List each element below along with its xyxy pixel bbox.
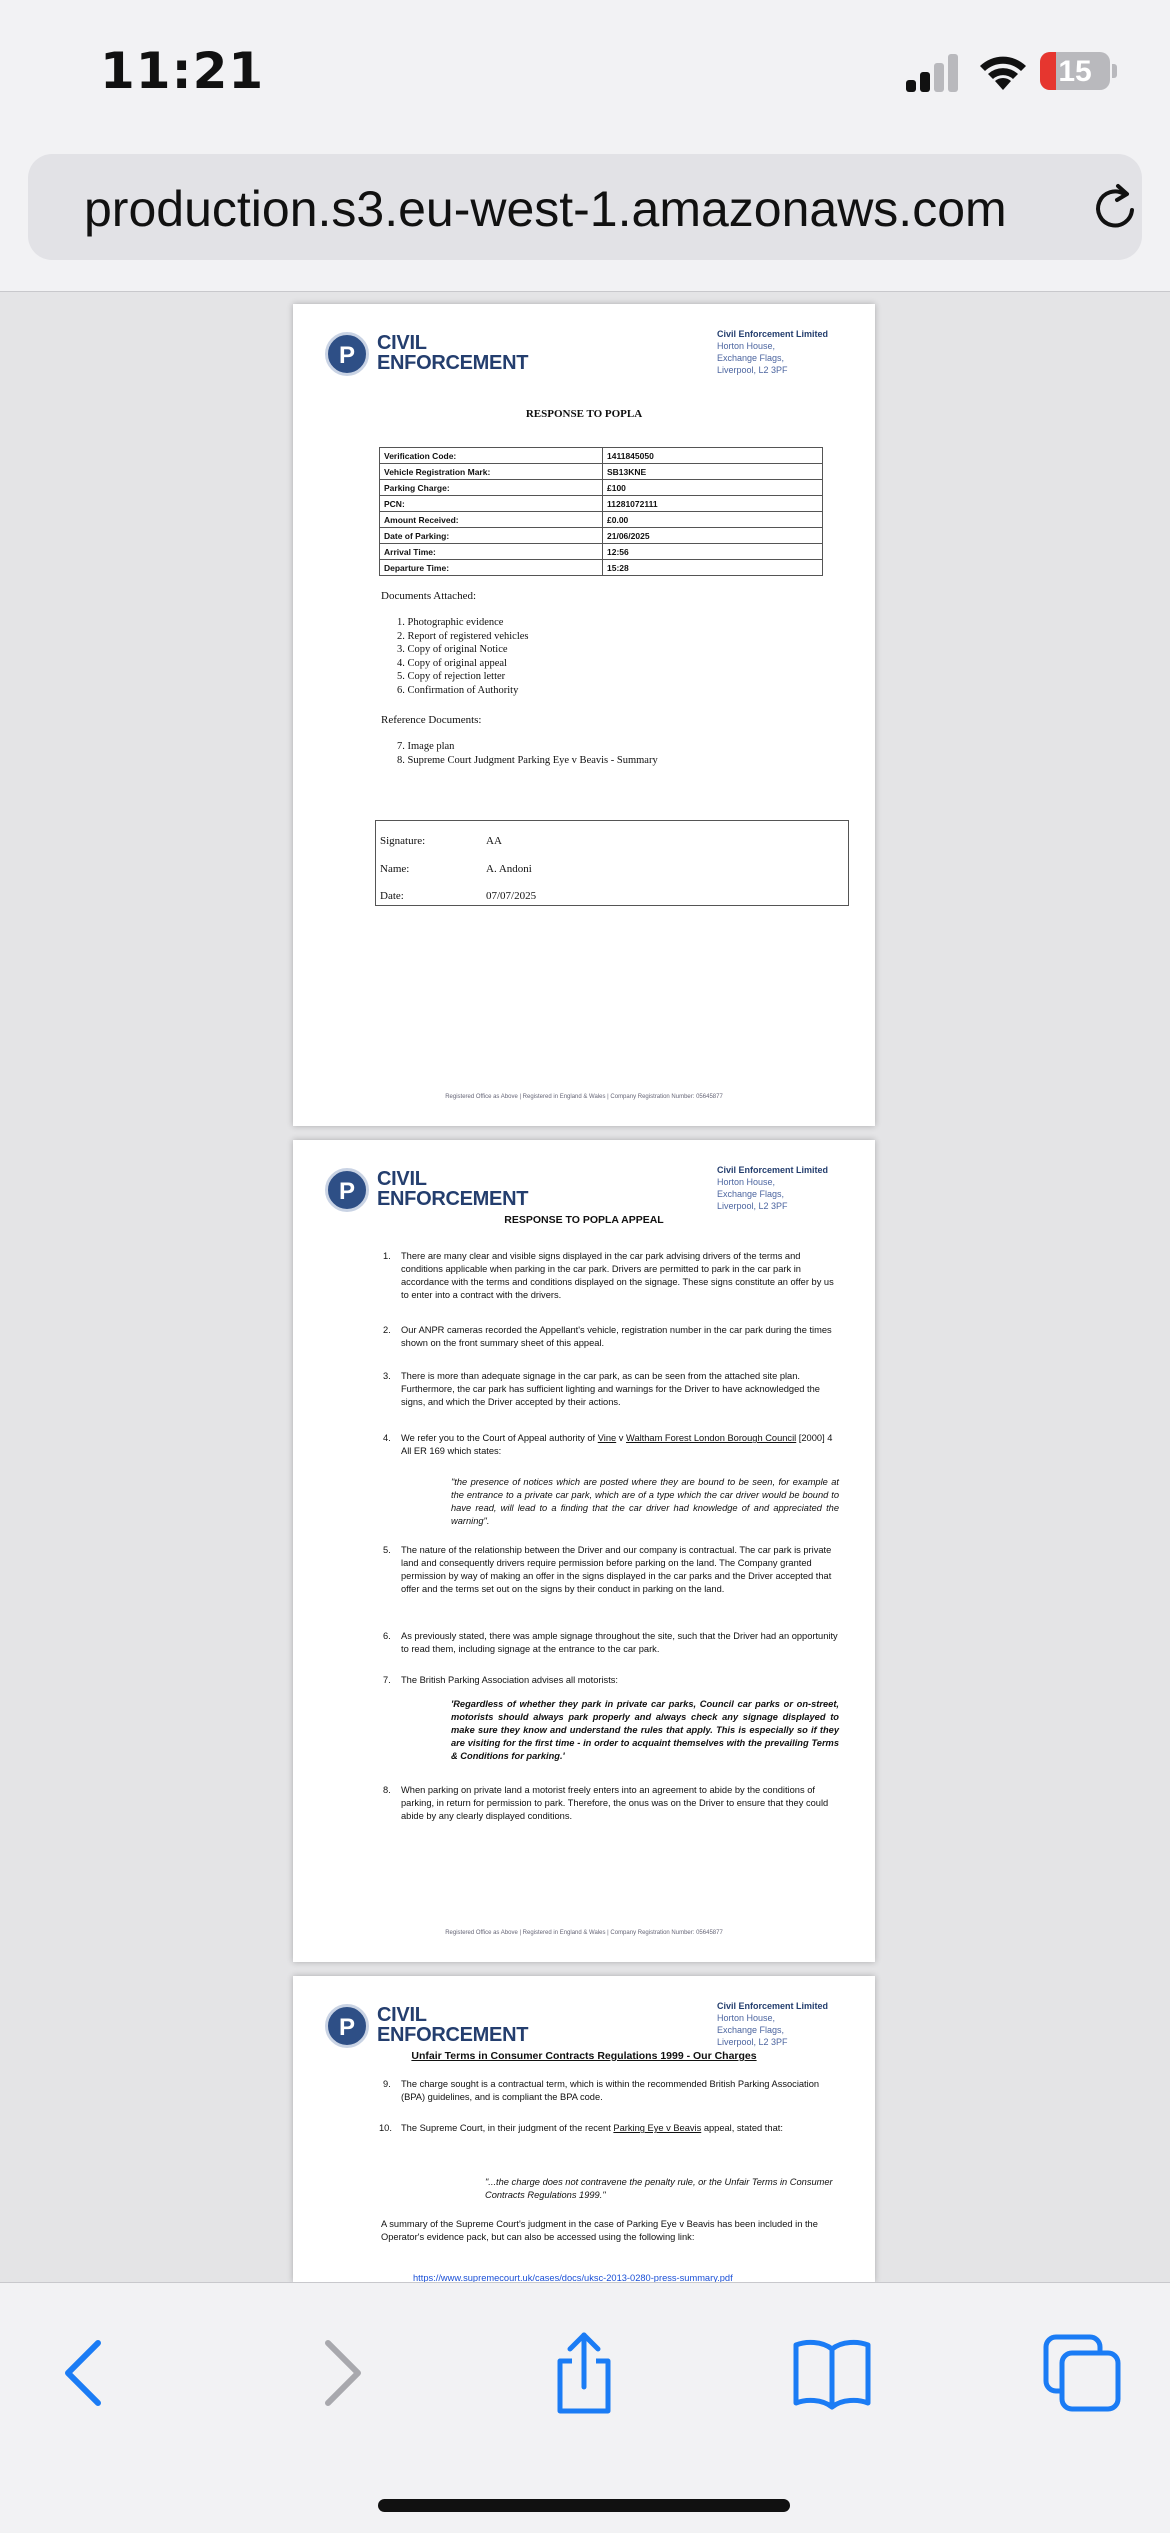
table-row [380,464,823,480]
date-row [380,890,536,902]
status-bar [0,0,1170,150]
logo-line2: ENFORCEMENT [377,1188,529,1210]
date-value: 07/07/2025 [486,890,537,902]
case-name: Parking Eye v Beavis [613,2123,702,2133]
address-line: Liverpool, L2 3PF [717,365,788,375]
table-row [380,544,823,560]
paragraph-6: 6. As previously stated, there was ample signage throughout the site, such that the Driver had an opportunity to read them, including signage at the entrance to the car park. [383,1631,838,1654]
paragraph-text: There is more than adequate signage in the car park, as can be seen from the attached site plan. Furthermore, the car park has sufficient lighting and warnings for the Driver to have acknowledged the signs, and which the Driver accepted by their actions. [401,1371,820,1407]
paragraph-text: [2000] 4 All ER 169 which states: [401,1433,833,1456]
reference-list [397,740,658,767]
address-bar[interactable] [28,154,1142,260]
table-label: Parking Charge: [380,480,603,496]
logo-line1: CIVIL [377,2004,427,2026]
quote-bpa: 'Regardless of whether they park in private car parks, Council car parks or on-street, motorists should always park properly and always check any signage displayed to make sure they know and understand the rules that apply. This is especially so if they are visiting for the first time - in order to acquaint themselves with the prevailing Terms & Conditions for parking.' [451,1699,839,1761]
parking-p-icon: P [325,332,369,376]
paragraph-text: Our ANPR cameras recorded the Appellant's vehicle, registration number in the car park during the times shown on the front summary sheet of this appeal. [401,1325,832,1348]
table-value: £0.00 [603,512,823,528]
table-label: PCN: [380,496,603,512]
company-address [717,328,828,376]
table-value: £100 [603,480,823,496]
list-item: 1. Photographic evidence [397,617,504,628]
list-item: 3. Copy of original Notice [397,644,508,655]
list-item: 4. Copy of original appeal [397,657,507,669]
table-label: Amount Received: [380,512,603,528]
quote-supreme-court: "...the charge does not contravene the penalty rule, or the Unfair Terms in Consumer Contracts Regulations 1999." [485,2177,833,2200]
paragraph-text: The charge sought is a contractual term, which is within the recommended British Parking Association (BPA) guidelines, and is compliant the BPA code. [401,2079,820,2102]
company-logo [325,2004,565,2052]
table-label: Verification Code: [380,448,603,464]
date-label: Date: [380,890,404,902]
reference-heading: Reference Documents: [381,714,482,726]
address-line: Civil Enforcement Limited [717,2001,829,2011]
address-line: Civil Enforcement Limited [717,329,829,339]
address-line: Horton House, [717,1177,776,1187]
forward-icon[interactable] [296,2331,380,2415]
parking-p-icon: P [325,2004,369,2048]
company-address [717,2000,828,2048]
table-row [380,448,823,464]
page-title: RESPONSE TO POPLA APPEAL [504,1214,664,1226]
name-row [380,863,532,875]
pdf-page-1 [293,304,875,1126]
documents-heading: Documents Attached: [381,590,477,602]
summary-paragraph: A summary of the Supreme Court's judgment in the case of Parking Eye v Beavis has been included in the Operator's evidence pack, but can also be accessed using the following link: [381,2219,818,2242]
clock: 11:21 [100,42,265,100]
judgment-link[interactable]: https://www.supremecourt.uk/cases/docs/uksc-2013-0280-press-summary.pdf [413,2273,733,2282]
home-indicator[interactable] [378,2499,790,2512]
book-icon[interactable] [790,2331,874,2415]
cellular-signal-icon [906,52,958,92]
paragraph-9: 9. The charge sought is a contractual term, which is within the recommended British Parking Association (BPA) guidelines, and is compliant the BPA code. [383,2079,820,2102]
page-footer: Registered Office as Above | Registered in England & Wales | Company Registration Number: 05645877 [445,1930,723,1936]
table-label: Arrival Time: [380,544,603,560]
paragraph-text: We refer you to the Court of Appeal authority of [401,1433,598,1443]
name-label: Name: [380,863,410,875]
paragraph-8: 8. When parking on private land a motorist freely enters into an agreement to abide by the conditions of parking, in return for permission to park. Therefore, the onus was on the Driver to ensure that they could abide by any clearly displayed conditions. [383,1785,829,1821]
documents-list [397,616,529,697]
address-line: Civil Enforcement Limited [717,1165,829,1175]
page-footer: Registered Office as Above | Registered in England & Wales | Company Registration Number: 05645877 [445,1094,723,1100]
list-item: 8. Supreme Court Judgment Parking Eye v Beavis - Summary [397,754,658,766]
paragraph-text: The British Parking Association advises all motorists: [401,1675,619,1685]
company-address [717,1164,828,1212]
url-text[interactable]: production.s3.eu-west-1.amazonaws.com [84,181,1007,237]
paragraph-4: 4. We refer you to the Court of Appeal authority of Vine v Waltham Forest London Borough Council [2000] 4 All ER 169 which states: [383,1433,833,1456]
paragraph-3: 3. There is more than adequate signage in the car park, as can be seen from the attached site plan. Furthermore, the car park has sufficient lighting and warnings for the Driver to have acknowledged the signs, and which the Driver accepted by their actions. [383,1371,820,1407]
logo-line2: ENFORCEMENT [377,2024,529,2046]
table-label: Departure Time: [380,560,603,576]
share-icon[interactable] [542,2331,626,2415]
paragraph-text: When parking on private land a motorist freely enters into an agreement to abide by the conditions of parking, in return for permission to park. Therefore, the onus was on the Driver to ensure that they could abide by any clearly displayed conditions. [401,1785,829,1821]
pdf-page-3 [293,1976,875,2282]
list-item: 5. Copy of rejection letter [397,671,506,682]
paragraph-text: The Supreme Court, in their judgment of the recent [401,2123,614,2133]
address-line: Exchange Flags, [717,2025,785,2035]
logo-line1: CIVIL [377,332,427,354]
address-line: Exchange Flags, [717,353,785,363]
paragraph-text: The nature of the relationship between the Driver and our company is contractual. The car park is private land and consequently drivers require permission before parking on the land. The Company granted permission by way of making an offer in the signs displayed in the car parks and the Driver accepted that offer and the terms set out on the signs by their conduct in parking on the land. [401,1545,832,1594]
table-row [380,480,823,496]
list-item: 6. Confirmation of Authority [397,684,519,696]
paragraph-text: appeal, stated that: [701,2123,783,2133]
table-value: 1411845050 [603,448,823,464]
paragraph-1: 1. There are many clear and visible signs displayed in the car park advising drivers of the terms and conditions applicable when parking in the car park. Drivers are permitted to park in the car park in accordance with the terms and conditions displayed on the signage. These signs constitute an offer by us to enter into a contract with the drivers. [383,1251,834,1300]
case-separator: v [616,1433,627,1443]
address-line: Exchange Flags, [717,1189,785,1199]
table-row [380,560,823,576]
paragraph-2: 2. Our ANPR cameras recorded the Appellant's vehicle, registration number in the car park during the times shown on the front summary sheet of this appeal. [383,1325,832,1348]
table-row [380,528,823,544]
battery-icon [1040,52,1110,90]
paragraph-text: There are many clear and visible signs displayed in the car park advising drivers of the terms and conditions applicable when parking in the car park. Drivers are permitted to park in the car park in accordance with the terms and conditions displayed on the signage. These signs constitute an offer by us to enter into a contract with the drivers. [401,1251,834,1300]
address-line: Liverpool, L2 3PF [717,1201,788,1211]
paragraph-text: As previously stated, there was ample signage throughout the site, such that the Driver had an opportunity to read them, including signage at the entrance to the car park. [401,1631,838,1654]
table-row [380,496,823,512]
parking-p-icon: P [325,1168,369,1212]
paragraph-10: 10. The Supreme Court, in their judgment of the recent Parking Eye v Beavis appeal, stated that: [379,2123,783,2133]
list-item: 7. Image plan [397,741,455,752]
list-item: 2. Report of registered vehicles [397,630,529,642]
address-line: Horton House, [717,2013,776,2023]
table-value: 11281072111 [603,496,823,512]
reload-icon[interactable] [1088,180,1144,236]
paragraph-5: 5. The nature of the relationship between the Driver and our company is contractual. The car park is private land and consequently drivers require permission before parking on the land. The Company granted permission by way of making an offer in the signs displayed in the car parks and the Driver accepted that offer and the terms set out on the signs by their conduct in parking on the land. [383,1545,832,1594]
company-logo [325,1168,565,1216]
signature-row [380,835,502,847]
battery-tip [1112,64,1117,78]
address-line: Liverpool, L2 3PF [717,2037,788,2047]
page-title: Unfair Terms in Consumer Contracts Regulations 1999 - Our Charges [411,2050,757,2062]
tabs-icon[interactable] [1040,2331,1124,2415]
quote-vine: "the presence of notices which are posted where they are bound to be seen, for example at the entrance to a private car park, which are of a type which the car driver would be bound to have read, will lead to a finding that the car driver had knowledge of and appreciated the warning". [451,1477,839,1526]
case-name-vine: Vine [597,1433,617,1443]
wifi-icon [976,50,1030,92]
signature-label: Signature: [380,835,426,847]
table-value: SB13KNE [603,464,823,480]
company-logo [325,332,565,380]
name-value: A. Andoni [486,863,532,875]
pcn-details-table [379,447,823,576]
signature-box [375,820,849,906]
page-title: RESPONSE TO POPLA [525,408,643,420]
battery-level: 15 [1058,55,1092,88]
table-value: 12:56 [603,544,823,560]
case-name-council: Waltham Forest London Borough Council [626,1433,797,1443]
address-line: Horton House, [717,341,776,351]
logo-line1: CIVIL [377,1168,427,1190]
table-value: 15:28 [603,560,823,576]
back-icon[interactable] [46,2331,130,2415]
table-label: Date of Parking: [380,528,603,544]
table-label: Vehicle Registration Mark: [380,464,603,480]
browser-toolbar [0,2282,1170,2533]
table-value: 21/06/2025 [603,528,823,544]
address-bar-area [0,150,1170,292]
pdf-page-2 [293,1140,875,1962]
signature-value: AA [486,835,502,847]
logo-line2: ENFORCEMENT [377,352,529,374]
table-row [380,512,823,528]
paragraph-7: 7. The British Parking Association advises all motorists: [383,1675,619,1685]
